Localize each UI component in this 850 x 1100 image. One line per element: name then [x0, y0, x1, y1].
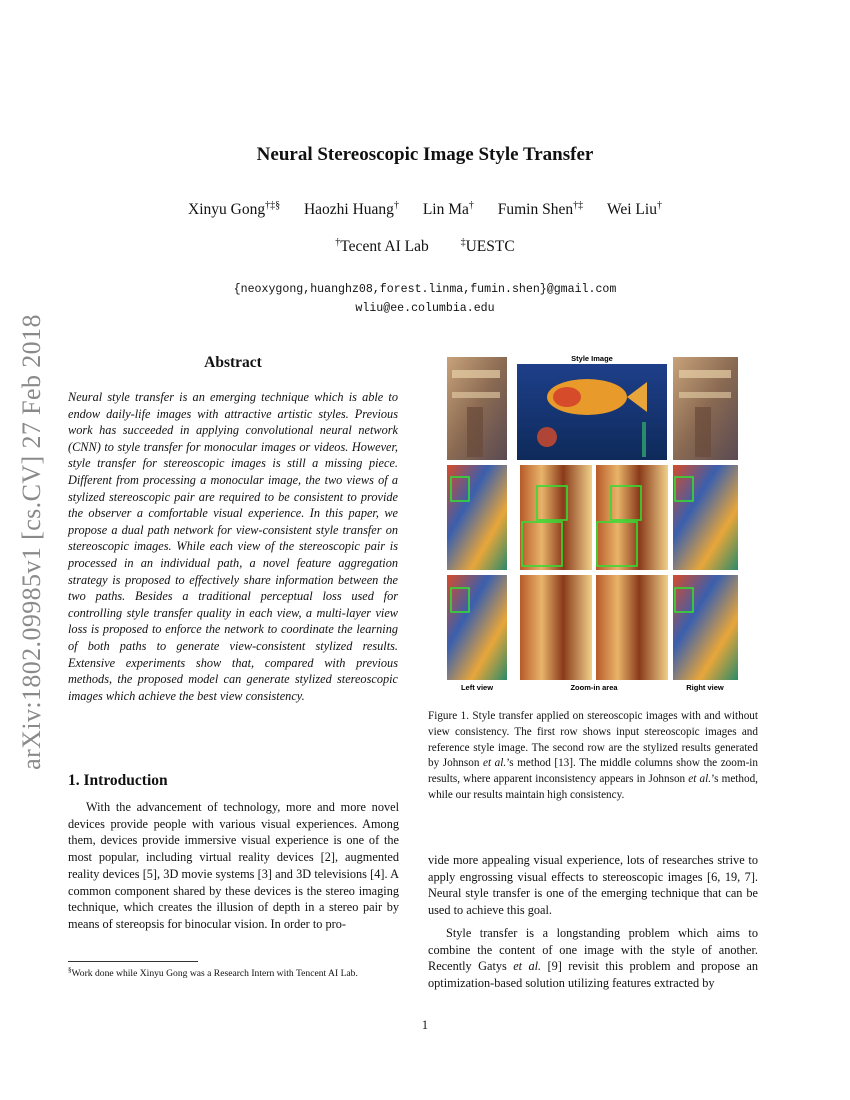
johnson-zoom-left: [520, 465, 592, 570]
author-list: [0, 200, 850, 219]
affiliation: †Tecent AI Lab: [335, 237, 429, 256]
johnson-zoom-right: [596, 465, 668, 570]
footnote: §Work done while Xinyu Gong was a Research Intern with Tencent AI Lab.: [68, 966, 358, 980]
author: Xinyu Gong†‡§: [188, 200, 281, 219]
email-line: wliu@ee.columbia.edu: [355, 302, 495, 315]
page-number: 1: [421, 1018, 429, 1032]
author: Fumin Shen†‡: [497, 200, 584, 219]
ours-left-result: [447, 575, 507, 680]
figure-1: [447, 352, 740, 697]
ours-zoom-left: [520, 575, 592, 680]
column-label: Right view: [686, 683, 724, 692]
paragraph: vide more appealing visual experience, lots of researches strive to apply engrossing visual effects to stereoscopic images [6, 19, 7]. Neural style transfer is one of the emerging technique that can be used to achieve this goal.: [428, 853, 758, 918]
abstract-heading: Abstract: [204, 354, 262, 371]
arxiv-side-stamp: arXiv:1802.09985v1 [cs.CV] 27 Feb 2018: [17, 314, 46, 770]
paper-title: Neural Stereoscopic Image Style Transfer: [256, 144, 594, 165]
paragraph: Style transfer is a longstanding problem which aims to combine the content of one image with the style of another. Recently Gatys et al. [9] revisit this problem and propose an optimization-based solution utilizing features extracted by: [428, 925, 758, 990]
ours-zoom-right: [596, 575, 668, 680]
author: Wei Liu†: [606, 200, 662, 219]
author: Haozhi Huang†: [303, 200, 399, 219]
figure-caption: Figure 1. Style transfer applied on stereoscopic images with and without view consistency. The first row shows input stereoscopic images and reference style image. The second row are the stylized results generated by Johnson et al.’s method [13]. The middle columns show the zoom-in results, where apparent inconsistency appears in Johnson et al.’s method, while our results maintain high consistency.: [428, 710, 758, 801]
column-label: Left view: [460, 683, 494, 692]
intro-paragraph: With the advancement of technology, more and more novel devices provide people with various visual experiences. Among them, devices provide immersive visual experience is one of the most popular, including virtual reality devices [2], augmented reality devices [5], 3D movie systems [3] and 3D televisions [4]. A common component shared by these devices is the stereo imaging technique, which creates the illusion of depth in a stereo pair by means of stereopsis for binocular vision. In order to pro-: [68, 800, 399, 931]
johnson-right-result: [673, 465, 738, 570]
author: Lin Ma†: [422, 200, 474, 219]
style-image-label: Style Image: [571, 354, 613, 363]
column-label: Zoom-in area: [570, 683, 618, 692]
section-heading: 1. Introduction: [68, 772, 168, 789]
ours-right-result: [673, 575, 738, 680]
affiliations: [0, 237, 850, 256]
figure-image-grid: [447, 352, 740, 697]
johnson-left-result: [447, 465, 507, 570]
affiliation: ‡UESTC: [460, 237, 515, 256]
abstract-text: Neural style transfer is an emerging technique which is able to endow daily-life images with attractive artistic styles. Previous work has succeeded in applying convolutional neural network (CNN) to style transfer for monocular images or videos. However, style transfer for stereoscopic images is still a missing piece. Different from processing a monocular image, the two views of a stylized stereoscopic pair are required to be consistent to provide the observer a comfortable visual experience. In this paper, we propose a dual path network for view-consistent style transfer on stereoscopic images. While each view of the stereoscopic pair is processed in an individual path, a novel feature aggregation strategy is proposed to effectively share information between the two paths. Besides a traditional perceptual loss used for controlling style transfer quality in each view, a multi-layer view loss is proposed to enforce the network to coordinate the learning of both paths to generate view-consistent stylized results. Extensive experiments show that, compared with previous methods, the proposed model can generate stylized stereoscopic images which achieve the best view consistency.: [68, 390, 398, 703]
footnote-rule: [68, 961, 198, 962]
email-line: {neoxygong,huanghz08,forest.linma,fumin.shen}@gmail.com: [233, 283, 617, 296]
right-column-text: [428, 852, 758, 992]
